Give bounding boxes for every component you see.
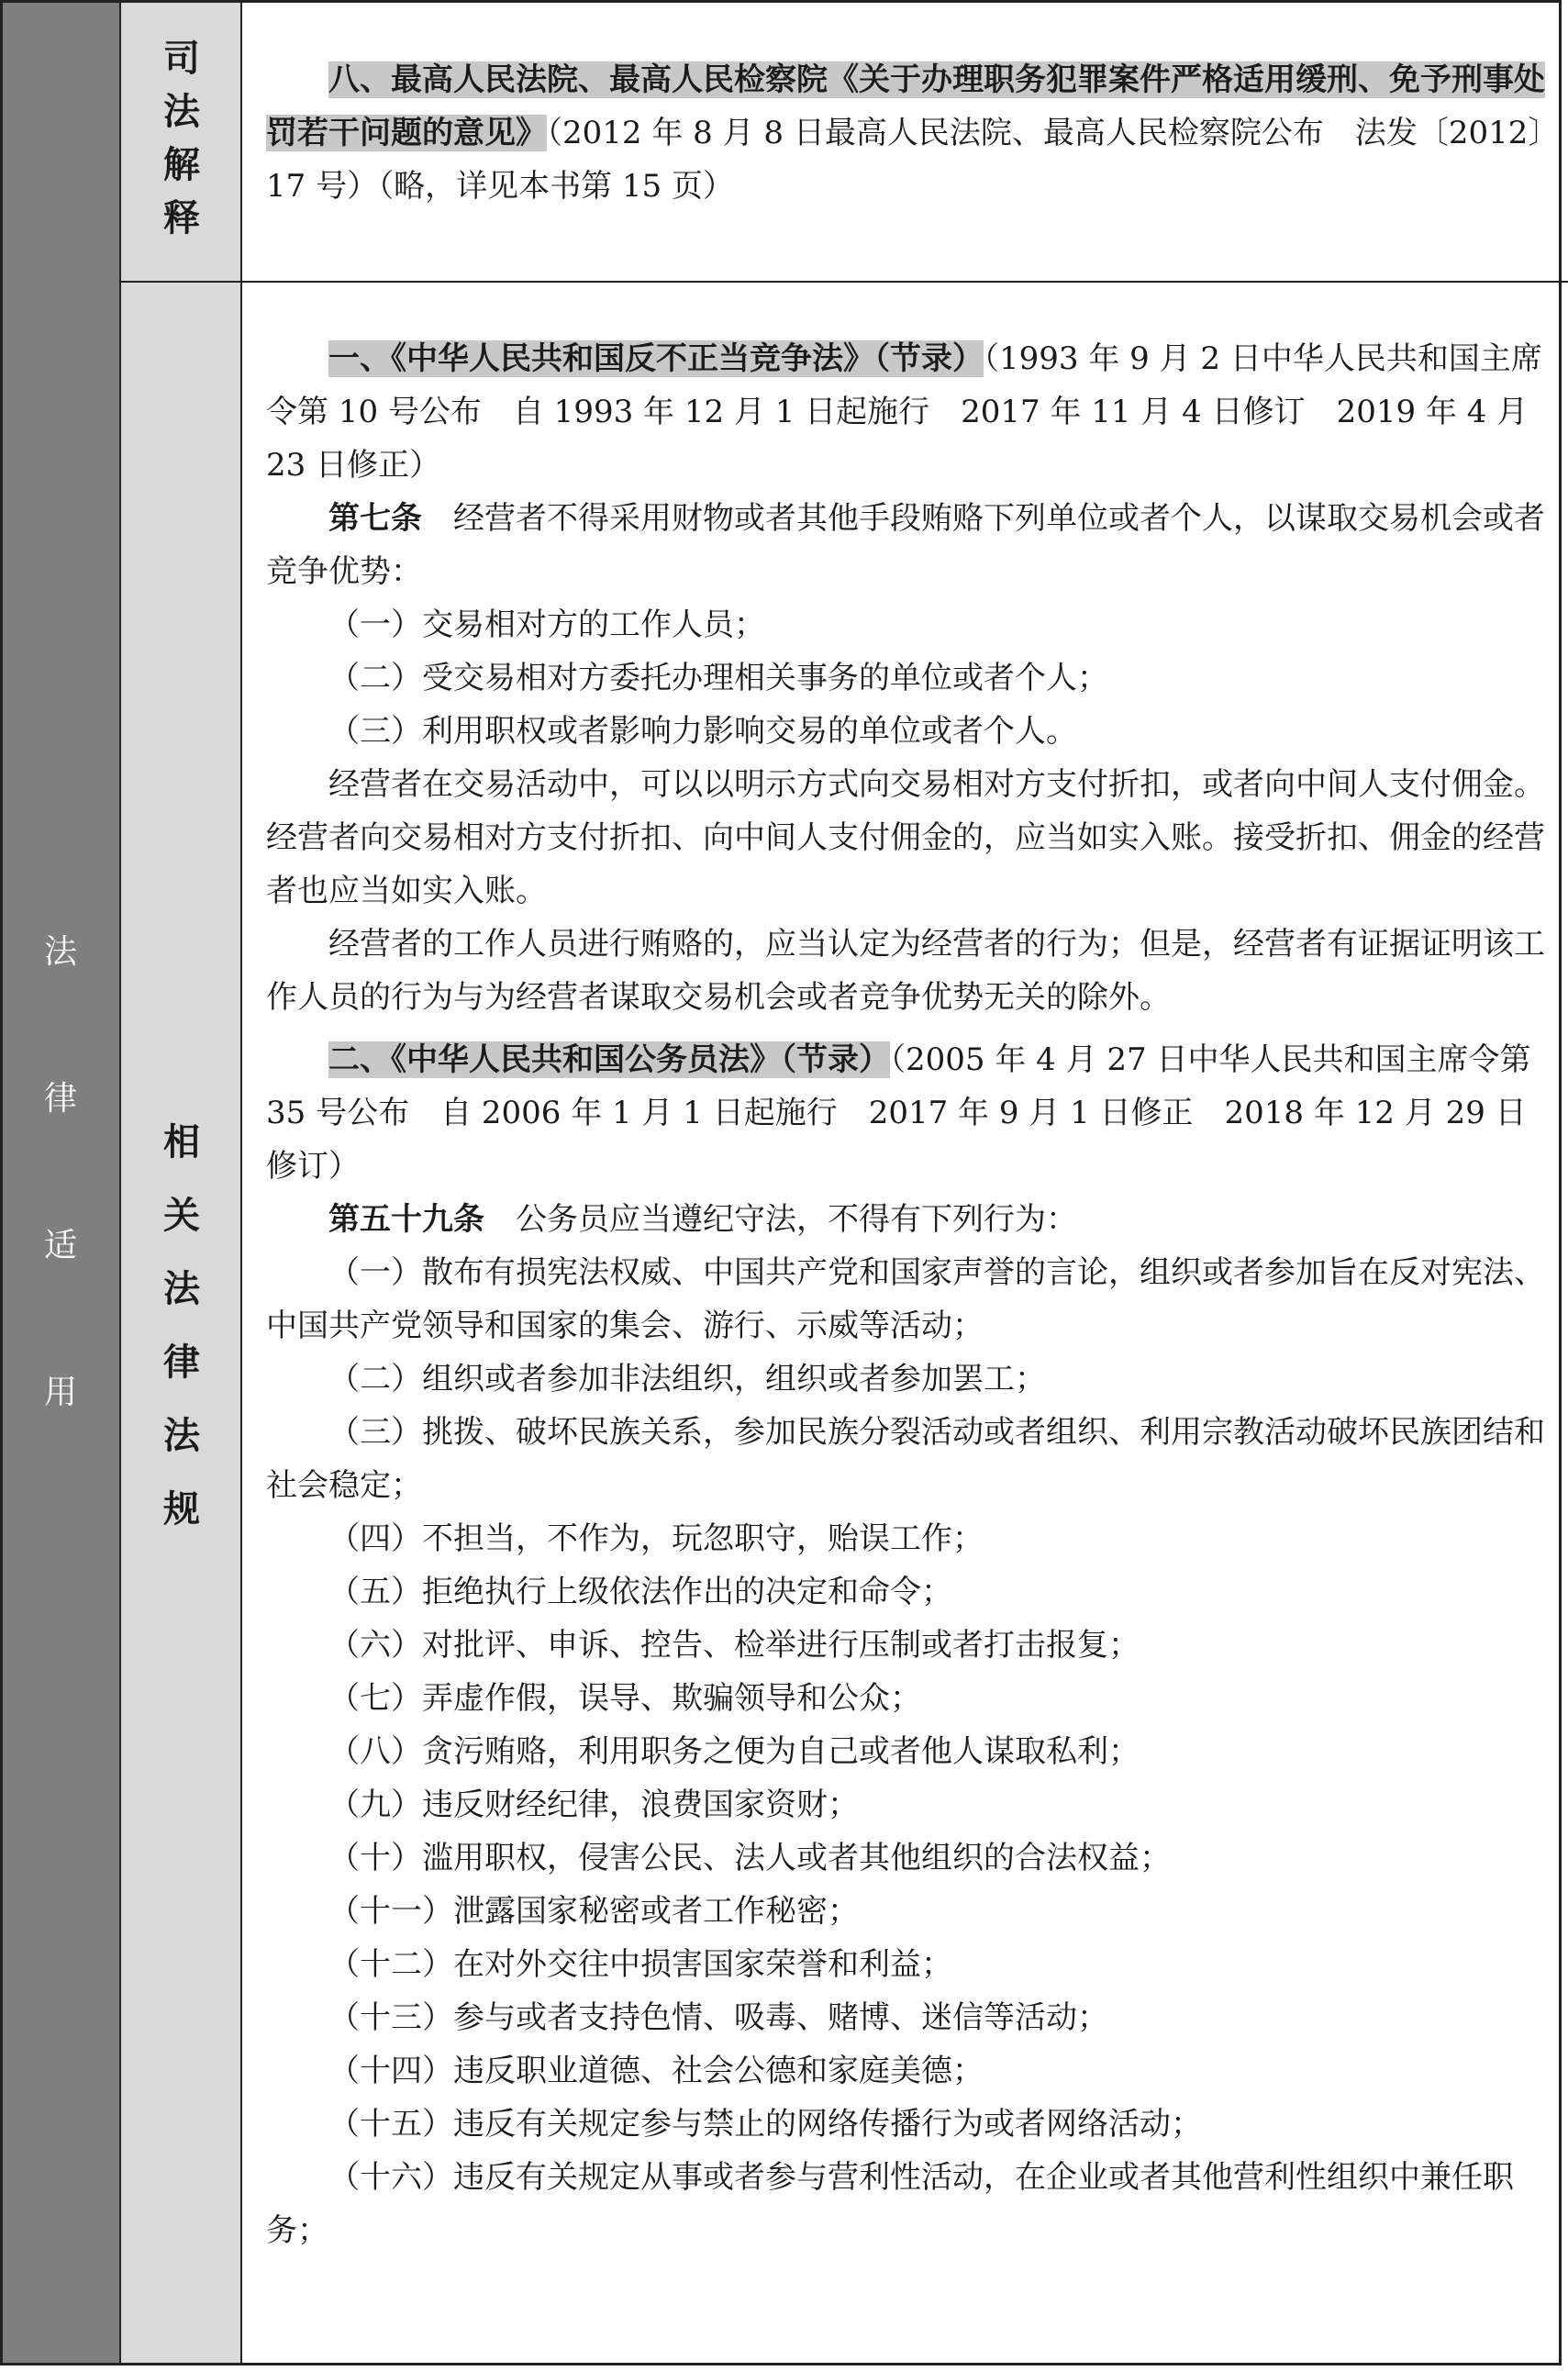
label-char: 律 <box>163 1341 200 1384</box>
list-item: （十）滥用职权，侵害公民、法人或者其他组织的合法权益； <box>328 1840 1171 1876</box>
row-divider <box>121 281 1568 283</box>
label-char: 法 <box>163 1268 200 1310</box>
list-item: （九）违反财经纪律，浪费国家资财； <box>328 1787 859 1823</box>
list-item: （二）组织或者参加非法组织，组织或者参加罢工； <box>328 1361 1046 1397</box>
label-char: 法 <box>163 91 200 133</box>
section-note: （2012 年 8 月 8 日最高人民法院、最高人民检察院公布 法发〔2012〕17 号）（略，详见本书第 15 页） <box>266 115 1544 205</box>
category-label <box>0 933 121 1523</box>
list-item: （六）对批评、申诉、控告、检举进行压制或者打击报复； <box>328 1627 1140 1664</box>
list-item: （十六）违反有关规定从事或者参与营利性活动，在企业或者其他营利性组织中兼任职务； <box>266 2159 1514 2249</box>
judicial-interpretation-content <box>266 53 1546 213</box>
law-note: （1993 年 9 月 2 日中华人民共和国主席令第 10 号公布 自 1993 年 12 月 1 日起施行 2017 年 11 月 4 日修订 2019 年 4 月 23 日修正） <box>266 340 1542 484</box>
related-laws-label <box>121 1121 242 1564</box>
law-title: 一、《中华人民共和国反不正当竞争法》（节录） <box>328 340 984 377</box>
label-char: 释 <box>163 197 200 239</box>
label-char: 关 <box>163 1195 200 1237</box>
related-laws-content <box>266 332 1546 2257</box>
list-item: （一）交易相对方的工作人员； <box>328 607 765 643</box>
label-char: 规 <box>163 1488 200 1531</box>
list-item: （五）拒绝执行上级依法作出的决定和命令； <box>328 1574 952 1610</box>
list-item: （十一）泄露国家秘密或者工作秘密； <box>328 1893 859 1930</box>
list-item: （四）不担当，不作为，玩忽职守，贻误工作； <box>328 1520 984 1557</box>
category-char: 用 <box>43 1374 77 1411</box>
list-item: （十五）违反有关规定参与禁止的网络传播行为或者网络活动； <box>328 2106 1202 2143</box>
label-char: 司 <box>163 38 200 80</box>
article-text: 经营者不得采用财物或者其他手段贿赂下列单位或者个人，以谋取交易机会或者竞争优势： <box>266 500 1545 590</box>
paragraph: 经营者在交易活动中，可以以明示方式向交易相对方支付折扣，或者向中间人支付佣金。经营者向交易相对方支付折扣、向中间人支付佣金的，应当如实入账。接受折扣、佣金的经营者也应当如实入账。 <box>266 766 1545 909</box>
section-title: 八、最高人民法院、最高人民检察院《关于办理职务犯罪案件严格适用缓刑、免予刑事处罚若干问题的意见》 <box>266 61 1545 151</box>
label-char: 相 <box>163 1121 200 1163</box>
article-paragraph <box>266 1193 1546 1246</box>
section-entry <box>266 53 1546 213</box>
article-number: 第五十九条 <box>328 1201 484 1238</box>
category-char: 法 <box>43 933 77 971</box>
label-char: 解 <box>163 144 200 186</box>
category-char: 适 <box>43 1227 77 1264</box>
list-item: （十三）参与或者支持色情、吸毒、赌博、迷信等活动； <box>328 1999 1108 2036</box>
list-item: （三）挑拨、破坏民族关系，参加民族分裂活动或者组织、利用宗教活动破坏民族团结和社会稳定； <box>266 1414 1545 1504</box>
law-header <box>266 332 1546 492</box>
list-item: （十四）违反职业道德、社会公德和家庭美德； <box>328 2053 984 2089</box>
law-header <box>266 1033 1546 1193</box>
article-text: 公务员应当遵纪守法，不得有下列行为： <box>484 1201 1077 1238</box>
list-item: （七）弄虚作假，误导、欺骗领导和公众； <box>328 1680 921 1717</box>
article-number: 第七条 <box>328 500 422 537</box>
list-item: （八）贪污贿赂，利用职务之便为自己或者他人谋取私利； <box>328 1733 1140 1770</box>
judicial-interpretation-label <box>121 40 242 253</box>
law-note: （2005 年 4 月 27 日中华人民共和国主席令第 35 号公布 自 2006 年 1 月 1 日起施行 2017 年 9 月 1 日修正 2018 年 12 月 29 日修订） <box>266 1041 1531 1185</box>
law-title: 二、《中华人民共和国公务员法》（节录） <box>328 1041 890 1078</box>
list-item: （一）散布有损宪法权威、中国共产党和国家声誉的言论，组织或者参加旨在反对宪法、中国共产党领导和国家的集会、游行、示威等活动； <box>266 1254 1545 1344</box>
category-char: 律 <box>43 1080 77 1118</box>
article-paragraph <box>266 492 1546 598</box>
paragraph: 经营者的工作人员进行贿赂的，应当认定为经营者的行为；但是，经营者有证据证明该工作人员的行为与为经营者谋取交易机会或者竞争优势无关的除外。 <box>266 926 1545 1016</box>
list-item: （三）利用职权或者影响力影响交易的单位或者个人。 <box>328 713 1077 750</box>
list-item: （十二）在对外交往中损害国家荣誉和利益； <box>328 1946 952 1983</box>
label-char: 法 <box>163 1415 200 1457</box>
list-item: （二）受交易相对方委托办理相关事务的单位或者个人； <box>328 660 1108 696</box>
